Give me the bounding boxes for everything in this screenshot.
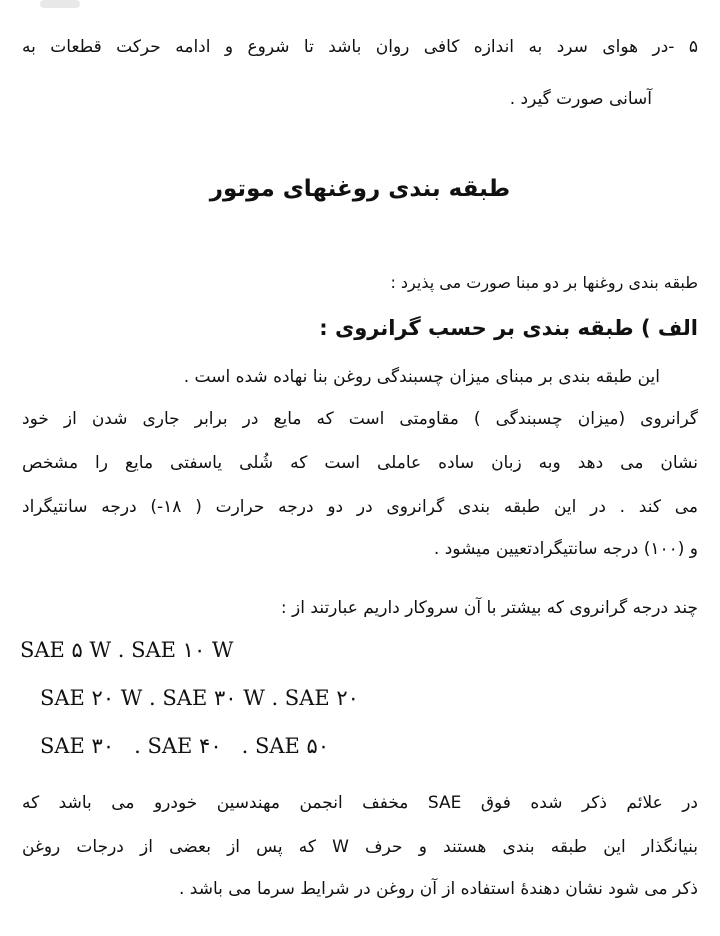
grade-line-3: SAE ۳۰ . SAE ۴۰ . SAE ۵۰ <box>40 734 330 758</box>
section-title: طبقه بندی روغنهای موتور <box>209 176 511 202</box>
para1-line-2: گرانروی (میزان چسبندگی ) مقاومتی است که مایع در برابر جاری شدن از خود <box>22 409 698 429</box>
para1-line-3: نشان می دهد وبه زبان ساده عاملی است که شُلی یاسفتی مایع را مشخص <box>22 453 698 473</box>
para2-line-2: بنیانگذار این طبقه بندی هستند و حرف W که پس از بعضی از درجات روغن <box>22 837 698 857</box>
section-lead: طبقه بندی روغنها بر دو مبنا صورت می پذیرد : <box>390 273 698 292</box>
grades-intro: چند درجه گرانروی که بیشتر با آن سروکار داریم عبارتند از : <box>280 598 698 618</box>
intro-item-5-line-2: آسانی صورت گیرد . <box>509 89 652 109</box>
para2-line-3: ذکر می شود نشان دهندهٔ استفاده از آن روغن در شرایط سرما می باشد . <box>178 879 698 899</box>
para1-line-4: می کند . در این طبقه بندی گرانروی در دو درجه حرارت ( ۱۸-) درجه سانتیگراد <box>22 497 698 517</box>
intro-item-5-line-1: ۵ -در هوای سرد به اندازه کافی روان باشد تا شروع و ادامه حرکت قطعات به <box>22 37 698 57</box>
para1-line-1: این طبقه بندی بر مبنای میزان چسبندگی روغن بنا نهاده شده است . <box>183 367 660 387</box>
grade-line-1: SAE ۵ W . SAE ۱۰ W <box>20 638 234 662</box>
para1-line-5: و (۱۰۰) درجه سانتیگرادتعیین میشود . <box>433 539 698 559</box>
scan-smudge <box>40 0 80 8</box>
grade-line-2: SAE ۲۰ W . SAE ۳۰ W . SAE ۲۰ <box>40 686 359 710</box>
para2-line-1: در علائم ذکر شده فوق SAE مخفف انجمن مهندسین خودرو می باشد که <box>22 793 698 813</box>
subsection-title: الف ) طبقه بندی بر حسب گرانروی : <box>319 316 698 340</box>
